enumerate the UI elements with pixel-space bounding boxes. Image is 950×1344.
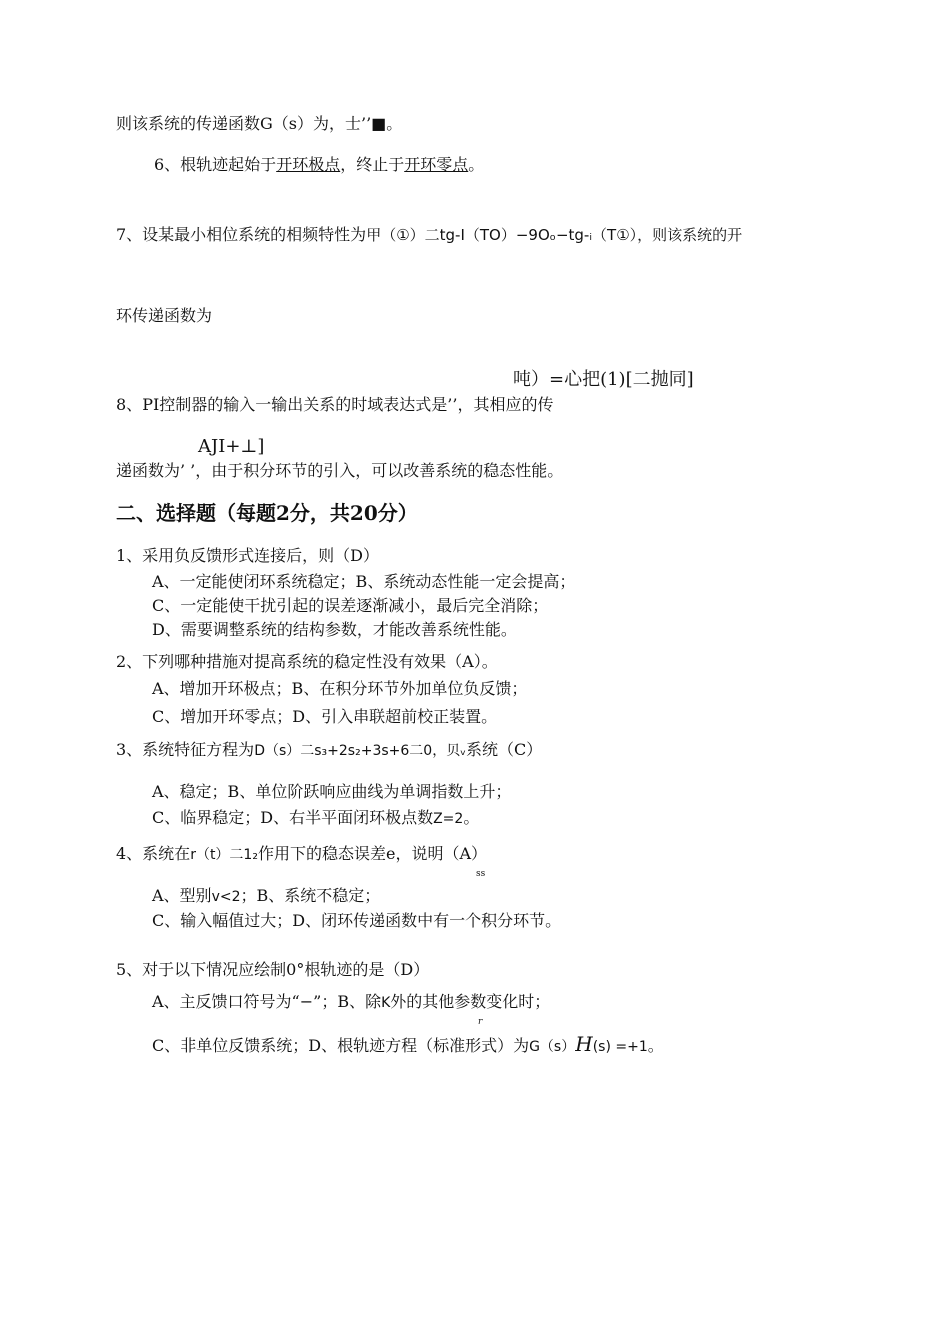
subscript-ss: ss: [476, 869, 486, 879]
question-4: 4、系统在r（t）二1₂作用下的稳态误差e，说明（A）: [116, 844, 488, 863]
question-3-option-ab: A、稳定；B、单位阶跃响应曲线为单调指数上升；: [152, 782, 512, 801]
formula-pi-time-domain: 吨）=心把(1)[二抛同]: [513, 369, 694, 390]
question-2: 2、下列哪种措施对提高系统的稳定性没有效果（A）。: [116, 652, 498, 671]
answer-open-loop-poles: 开环极点: [276, 155, 341, 174]
question-1-option-d: D、需要调整系统的结构参数，才能改善系统性能。: [152, 620, 517, 639]
question-1-option-c: C、一定能使干扰引起的误差逐渐减小，最后完全消除；: [152, 596, 549, 615]
subscript-r: r: [478, 1017, 483, 1027]
question-1: 1、采用负反馈形式连接后，则（D）: [116, 546, 380, 565]
question-3-option-cd: C、临界稳定；D、右半平面闭环极点数Z=2。: [152, 808, 480, 827]
question-5-option-cd: C、非单位反馈系统；D、根轨迹方程（标准形式）为G（s）H(s) =+1。: [152, 1032, 664, 1056]
question-2-option-cd: C、增加开环零点；D、引入串联超前校正装置。: [152, 707, 498, 726]
question-4-option-cd: C、输入幅值过大；D、闭环传递函数中有一个积分环节。: [152, 911, 562, 930]
section-heading-choice: 二、选择题（每题2分，共20分）: [116, 501, 418, 525]
question-2-option-ab: A、增加开环极点；B、在积分环节外加单位负反馈；: [152, 679, 528, 698]
question-5-option-ab: A、主反馈口符号为“−”；B、除K外的其他参数变化时；: [152, 992, 551, 1011]
line-transfer-function: 则该系统的传递函数G（s）为，士’’■。: [116, 114, 403, 133]
answer-open-loop-zeros: 开环零点: [404, 155, 469, 174]
question-4-option-ab: A、型别v<2；B、系统不稳定；: [152, 886, 381, 905]
question-3: 3、系统特征方程为D（s）二s₃+2s₂+3s+6二0，贝ᵥ系统（C）: [116, 740, 543, 759]
line-q7-cont: 环传递函数为: [116, 306, 213, 325]
formula-pi-transfer: AJI+⊥]: [198, 436, 265, 457]
line-q7: 7、设某最小相位系统的相频特性为甲（①）二tg-I（TO）−9Oₒ−tg-ᵢ（T①），则该系统的开: [116, 225, 743, 244]
question-1-option-ab: A、一定能使闭环系统稳定；B、系统动态性能一定会提高；: [152, 572, 576, 591]
question-5: 5、对于以下情况应绘制0°根轨迹的是（D）: [116, 960, 430, 979]
line-q6: 6、根轨迹起始于开环极点，终止于开环零点。: [154, 155, 485, 174]
line-q8: 8、PI控制器的输入一输出关系的时域表达式是’’，其相应的传: [116, 395, 554, 414]
line-q8-cont: 递函数为’ ’，由于积分环节的引入，可以改善系统的稳态性能。: [116, 461, 564, 480]
